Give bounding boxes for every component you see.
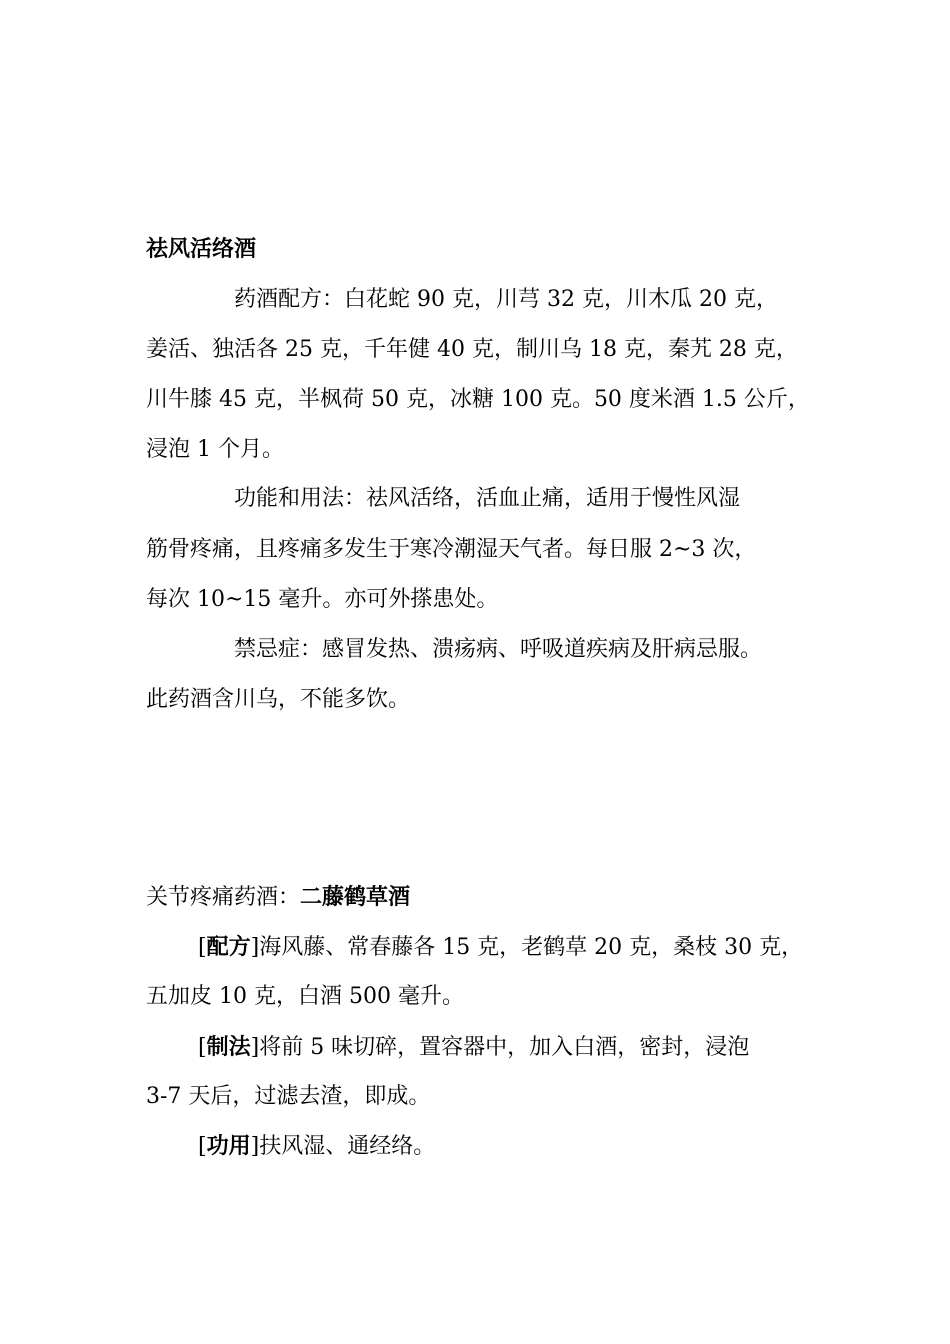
- para1-line3: 川牛膝 45 克，半枫荷 50 克，冰糖 100 克。50 度米酒 1.5 公斤，: [146, 387, 810, 412]
- effect-text1: 扶风湿、通经络。: [259, 1134, 436, 1159]
- formula-text1: 海风藤、常春藤各 15 克，老鹤草 20 克，桑枝 30 克，: [259, 935, 804, 960]
- section1-title: 祛风活络酒: [146, 236, 257, 262]
- formula-line1: [配方]海风藤、常春藤各 15 克，老鹤草 20 克，桑枝 30 克，: [198, 934, 804, 960]
- formula-label: 配方: [206, 934, 251, 960]
- section2-title-prefix: 关节疼痛药酒：: [146, 885, 301, 910]
- para3-line2: 此药酒含川乌，不能多饮。: [146, 687, 411, 712]
- para1-line1: 药酒配方：白花蛇 90 克，川芎 32 克，川木瓜 20 克，: [234, 287, 778, 312]
- formula-line2: 五加皮 10 克，白酒 500 毫升。: [146, 984, 464, 1009]
- para2-line2: 筋骨疼痛，且疼痛多发生于寒冷潮湿天气者。每日服 2~3 次，: [146, 537, 757, 562]
- para2-line3: 每次 10~15 毫升。亦可外搽患处。: [146, 587, 499, 612]
- effect-label: 功用: [206, 1133, 251, 1159]
- section2-title: [146, 880, 410, 915]
- method-line2: 3-7 天后，过滤去渣，即成。: [146, 1084, 431, 1109]
- para1-line2: 姜活、独活各 25 克，千年健 40 克，制川乌 18 克，秦艽 28 克，: [146, 337, 798, 362]
- effect-line1: [功用]扶风湿、通经络。: [198, 1133, 436, 1159]
- method-line1: [制法]将前 5 味切碎，置容器中，加入白酒，密封，浸泡: [198, 1034, 750, 1060]
- method-label: 制法: [206, 1034, 251, 1060]
- para3-line1: 禁忌症：感冒发热、溃疡病、呼吸道疾病及肝病忌服。: [234, 637, 763, 662]
- para2-line1: 功能和用法：祛风活络，活血止痛，适用于慢性风湿: [234, 486, 741, 511]
- para1-line4: 浸泡 1 个月。: [146, 437, 284, 462]
- section2-title-main: 二藤鹤草酒: [300, 884, 411, 910]
- method-text1: 将前 5 味切碎，置容器中，加入白酒，密封，浸泡: [259, 1035, 750, 1060]
